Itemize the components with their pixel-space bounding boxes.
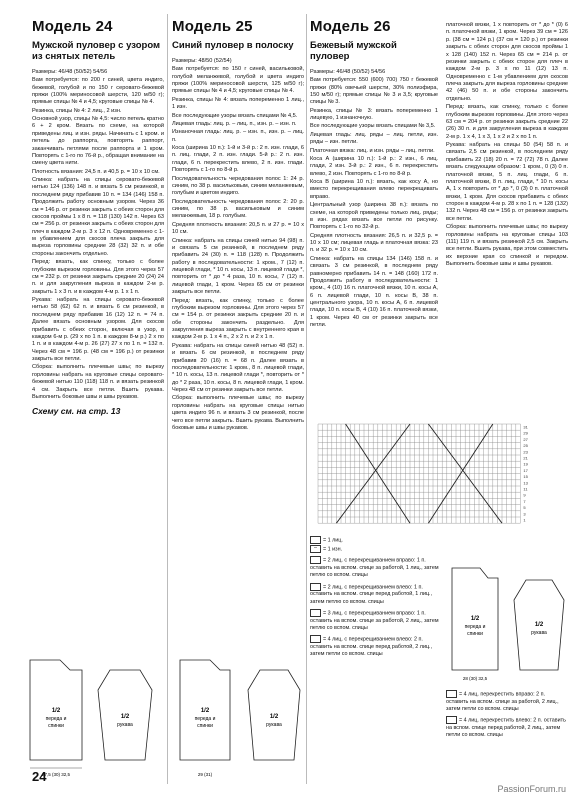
model-26-column: [310, 18, 438, 331]
purl-stitch-icon: –: [310, 545, 321, 553]
chart-row-number: 21: [523, 455, 528, 461]
knitting-chart-grid: [310, 420, 540, 530]
schematic-label: рукава: [117, 722, 133, 728]
page-number: 24: [32, 769, 47, 784]
paragraph: Рукава: набрать на спицы 50 (54) 58 п. и связать 2,5 см резинкой, в последнем ряду прибавить 22 (18) 20 п. = 72 (72) 78 п. Далее вязать следующим образом: 1 кром., 0 (3) 0 п. платочной вязки, 5 п. лиц. глади, 6 п. платочной вязки, 8 п. лиц. глади, * 10 п. косы А, 1 х повторить от * до *, 0 (3) 0 п. платочной вязки, 1 кром. Для скосов прибавить с обеих сторон в каждом 4-м р. 28 х по 1 п. = 128 (132) 132 п. Через 48 см = 156 р. от резинки закрыть все петли.: [446, 142, 568, 222]
chart-row-number: 3: [523, 511, 526, 517]
paragraph: Вам потребуется: по 150 г синей, васильковой, голубой меланжевой, голубой и цвета индиго пряжи (100% мериносовой шерсти, 125 м/50 г); прямые спицы № 4 и 4,5; круговые спицы № 4.: [172, 66, 304, 95]
cross-left-icon: [446, 716, 457, 724]
paragraph: Коса В (ширина 10 п.): вязать, как косу А, но вместо перекрещивания влево перекрещивать вправо.: [310, 179, 438, 200]
paragraph: Коса А (ширина 10 п.): 1-й р.: 2 изн., 6 лиц. глади, 2 изн. 3-й р.: 2 изн., 6 п. перекрестить влево, 2 изн. Повторять с 1-го по 8-й р.: [310, 155, 438, 177]
legend-item: = 4 лиц. с перекрещиванием влево: 2 п. оставить на вспом. спице перед работой, 2 лиц., затем петли со вспом. спицы: [310, 636, 433, 658]
paragraph: Перед: вязать, как спинку, только с более глубоким вырезом горловины. Для этого через 63 см = 204 р. от резинки закрыть средние 22 (26) 30 п. и для закругления выреза в каждом 2-м р. 1 х 4, 1 х 3, 1 х 2 и 2 х по 1 п.: [446, 104, 568, 140]
paragraph: Рукава: набрать на спицы серовато-бежевой нитью 58 (62) 62 п. и вязать 6 см резинкой, в последнем ряду прибавив 16 (12) 12 п. = 74 п. Далее вязать основным узором. Для скосов прибавить с обеих сторон, включая в узор, в каждом 6-м р. (29 х по 1 п. в каждом 8-м р.) 2 х по 1 п. и в каждом 4-м р. 26 (27) 27 х по 1 п. = 132 п. Через 48 см = 196 р. (48 см = 196 р.) от резинки закрыть все петли.: [32, 297, 164, 363]
paragraph: Рукава: набрать на спицы синей нитью 48 (52) п. и вязать 6 см резинкой, в последнем ряду прибавив 20 (16) п. = 68 п. Далее вязать в последовательности: 1 кром., 8 п. лицевой глади, * 10 п. косы, 13 п. лицевой глади *, повторить от * до * 2 раза, 10 п. косы, 8 п. лицевой глади, 1 кром. Через 48 см от резинки закрыть все петли.: [172, 342, 304, 394]
schematic-label: 1/2: [120, 714, 130, 720]
schematic-label: переда и: [464, 624, 486, 630]
schematic-label: спинки: [467, 631, 483, 637]
schematic-label: 1/2: [51, 708, 61, 714]
chart-row-number: 27: [523, 436, 528, 442]
paragraph: Перед: вязать, как спинку, только с более глубоким вырезом горловины. Для этого через 57 см = 154 р. от резинки закрыть средние 20 п. и обе стороны закончить раздельно. Для закругления выреза закрыть с внутреннего края в каждом 2-м р. 1 х 4 п., 2 х 2 п. и 2 х 1 п.: [172, 297, 304, 341]
model-24-instructions: [32, 69, 164, 402]
paragraph: Средняя плотность вязания: 20,5 п. и 27 р. = 10 х 10 см.: [172, 221, 304, 236]
chart-row-number: 5: [523, 505, 526, 511]
model-25-column: [172, 18, 304, 433]
paragraph: Спинка: набрать на спицы синей нитью 94 (98) п. и связать 5 см резинкой, в последнем ряду прибавить 24 (30) п. = 118 (128) п. Продолжить работу в последовательности: 1 кром., 7 (12) п. лицевой глади, * 10 п. косы, 13 п. лицевой глади *, повторить от * до * 4 раза, 10 п. косы, 7 (12) п. лицевой глади, 1 кром. Через 65 см от резинки закрыть все петли.: [172, 237, 304, 296]
paragraph: Плотность вязания: 24,5 п. и 40,5 р. = 10 х 10 см.: [32, 168, 160, 175]
chart-row-number: 9: [523, 492, 526, 498]
paragraph: Размеры: 46/48 (50/52) 54/56: [310, 68, 386, 75]
schematic-measure: 27,5 (30) 32,5: [41, 772, 71, 777]
paragraph: Центральный узор (ширина 38 п.): вязать по схеме, на которой приведены только лиц. ряды; в изн. рядах вязать все петли по рисунку. Повторять с 1-го по 32-й р.: [310, 202, 438, 231]
model-24-column: [32, 18, 164, 416]
schematic-label: спинки: [197, 723, 213, 729]
schematic-label: спинки: [48, 723, 64, 729]
chart-row-number: 31: [523, 424, 528, 430]
cross-right-icon: [310, 556, 321, 564]
chart-row-number: 1: [523, 517, 526, 523]
paragraph: Лицевая гладь: лиц. р. – лиц. п., изн. р. – изн. п.: [172, 120, 297, 127]
model-25-instructions: [172, 58, 304, 432]
model-24-title: Модель 24: [32, 18, 113, 35]
knitting-chart: [310, 420, 540, 530]
cross-left-icon: [310, 583, 321, 591]
schema-reference: Схему см. на стр. 13: [32, 406, 121, 417]
chart-row-number: 11: [523, 486, 528, 492]
legend-item: = 1 лиц.: [310, 536, 440, 545]
paragraph: Изнаночная гладь: лиц. р. – изн. п., изн. р. – лиц. п.: [172, 129, 304, 143]
model-26-instructions: [310, 69, 438, 330]
chart-row-number: 19: [523, 461, 528, 467]
legend-item: = 4 лиц. перекрестить влево: 2 п. оставить на вспом. спице перед работой, 2 лиц., затем петли со вспом. спицы: [446, 717, 566, 739]
model-26-subtitle: Бежевый мужской пуловер: [310, 40, 397, 62]
paragraph: Все последующие узоры вязать спицами № 4,5.: [172, 112, 298, 119]
paragraph: Средняя плотность вязания: 26,5 п. и 32,5 р. = 10 х 10 см; лицевая гладь и платочная вязка: 23 п. и 32 р. = 10 х 10 см.: [310, 232, 438, 254]
paragraph: Вам потребуется: по 200 г синей, цвета индиго, бежевой, голубой и по 150 г серовато-бежевой пряжи (100% мериносовой шерсти, 120 м/50 г); прямые спицы № 4 и 4,5; круговые спицы № 4.: [32, 77, 164, 106]
legend-item: – = 1 изн.: [310, 545, 440, 554]
chart-legend-2: [446, 690, 566, 740]
schematic-label: рукава: [266, 722, 282, 728]
model-24-schematic: [20, 650, 165, 780]
paragraph: Основной узор, спицы № 4,5: число петель кратно 6 + 2 кром. Вязать по схеме, на которой приведены лиц. и изн. ряды. Начинать с 1 кром. и петель до раппорта, повторять раппорт, заканчивать петлями после раппорта и 1 кром. Повторять с 1-го по 76-й р., обращая внимание на смену цвета нити.: [32, 116, 164, 167]
paragraph: Сборка: выполнить плечевые швы; по вырезу горловины набрать на круговые спицы нитью цвета индиго 96 п. и вязать 3 см резинкой, после чего все петли закрыть. Вшить рукава. Выполнить боковые швы и швы рукавов.: [172, 395, 304, 431]
paragraph: Перед: вязать, как спинку, только с более глубоким вырезом горловины. Для этого через 57 см = 232 р. от резинки закрыть средние 20 (24) 24 п. и для закругления выреза в каждом 2-м р. закрыть 1 х 3 п. и в каждом 4-м р. 1 х 1 п.: [32, 259, 164, 295]
paragraph: Размеры: 48/50 (52/54): [172, 57, 232, 64]
schematic-label: 1/2: [470, 616, 480, 622]
chart-row-number: 7: [523, 498, 526, 504]
paragraph: Сборка: выполнить плечевые швы; по вырезу горловины набрать на круговые спицы 103 (111) 119 п. и вязать резинкой 2,5 см. Закрыть все петли. Вшить рукава, при этом совместить их верхние края со спинкой и передом. Выполнить боковые швы и швы рукавов.: [446, 224, 568, 267]
schematic-label: переда и: [45, 716, 67, 722]
garment-schematic-svg: [20, 650, 165, 780]
model-26-continuation-column: [446, 22, 568, 269]
paragraph: Размеры: 46/48 (50/52) 54/56: [32, 68, 108, 75]
paragraph: Вам потребуется: 550 (600) 700) 750 г бежевой пряжи (80% овечьей шерсти, 30% полиэфира, 150 м/50 г); прямые спицы № 3 и 3,5; круговые спицы № 3.: [310, 77, 438, 106]
paragraph: Лицевая гладь: лиц. ряды – лиц. петли, изн. ряды – изн. петли.: [310, 131, 438, 146]
paragraph: Спинка: набрать на спицы 134 (146) 158 п. и связать 3 см резинкой, в последнем ряду равномерно прибавить 14 п. = 148 (160) 172 п. Продолжить работу в последовательности: 1 кром., 4 (10) 16 п. платочной вязки, 10 п. косы А, 6 п. лицевой глади, 10 п. косы В, 38 п. центрального узора, 10 п. косы А, 6 п. лицевой глади, 10 п. косы В, 4 (10) 16 п. платочной вязки, 1 кром. Через 40 см от резинки закрыть все петли.: [310, 255, 438, 329]
chart-row-number: 13: [523, 480, 528, 486]
garment-schematic-svg: [446, 560, 570, 685]
chart-row-number: 17: [523, 467, 528, 473]
garment-schematic-svg: [172, 650, 312, 780]
paragraph: Последовательность чередования полос 1: 24 р. синим, по 38 р. васильковым, синим меланжевым, голубым и цветом индиго.: [172, 175, 304, 197]
paragraph: Последовательность чередования полос 2: 20 р. синим, по 38 р. васильковым и синим меланжевым, 18 р. голубым.: [172, 198, 304, 220]
schematic-label: рукава: [531, 630, 547, 636]
paragraph: Коса (ширина 10 п.): 1-й и 3-й р.: 2 п. изн. глади, 6 п. лиц. глади, 2 п. изн. глади. 5-й р.: 2 п. изн. глади, 6 п. перекрестить влево, 2 п. изн. глади. Повторять с 1-го по 8-й р.: [172, 145, 304, 174]
model-24-subtitle: Мужской пуловер с узором из снятых петель: [32, 40, 161, 62]
schematic-label: 1/2: [269, 714, 279, 720]
column-divider: [167, 14, 168, 784]
paragraph: Платочная вязка: лиц. и изн. ряды – лиц. петли.: [310, 147, 435, 154]
paragraph: Все последующие узоры вязать спицами № 3,5.: [310, 123, 436, 130]
legend-item: = 2 лиц. с перекрещиванием влево: 1 п. оставить на вспом. спице перед работой, 1 лиц., затем петлю со вспом. спицы: [310, 584, 433, 605]
paragraph: Резинка, спицы № 4: вязать попеременно 1 лиц., 1 изн.: [172, 96, 304, 111]
schematic-label: 1/2: [534, 622, 544, 628]
chart-row-number: 29: [523, 430, 528, 436]
chart-row-number: 15: [523, 474, 528, 480]
paragraph: Сборка: выполнить плечевые швы; по вырезу горловины набрать на круговые спицы серовато-бежевой нитью 110 (118) 118 п. и вязать резинкой 4 см. Закрыть все петли. Вшить рукава. Выполнить боковые швы и швы рукавов.: [32, 364, 164, 400]
schematic-label: переда и: [194, 716, 216, 722]
knit-stitch-icon: [310, 536, 321, 544]
paragraph: платочной вязки, 1 х повторить от * до * (0) 6 п. платочной вязки, 1 кром. Через 39 см = 126 р. (38 см = 124 р.) (37 см = 120 р.) от резинки закрыть с обеих сторон для скосов проймы 1 х 128 (140) 152 п. Через 65 см = 214 р. от резинки закрыть с обеих сторон для плеч в каждом 2-м р. 3 х по 11 (12) 13 п. Одновременно с 1-м убавлением для скосов плеча закрыть для выреза горловины средние 42 (46) 50 п. и обе стороны закончить отдельно.: [446, 22, 568, 102]
model-26-schematic: [446, 560, 570, 685]
legend-item: = 2 лиц. с перекрещиванием вправо: 1 п. оставить на вспом. спице за работой, 1 лиц., затем петлю со вспом. спицы: [310, 557, 439, 579]
legend-item: = 4 лиц. перекрестить вправо: 2 п. оставить на вспом. спице за работой, 2 лиц., затем петли со вспом. спицы: [446, 691, 559, 713]
model-26-continuation: [446, 22, 568, 268]
paragraph: Спинка: набрать на спицы серовато-бежевой нитью 124 (136) 148 п. и вязать 5 см резинкой, в последнем ряду прибавив 10 п. = 134 (146) 158 п. Продолжить работу основным узором. Через 36 см = 146 р. от резинки закрыть с обеих сторон для скосов проймы 1 х 8 п. = 118 (130) 142 п. Через 63 см = 256 р. от резинки закрыть с обеих сторон для плеч в каждом 2-м р. 3 х 12 п. Одновременно с 1-м убавлением для скосов плеча закрыть для выреза горловины средние 28 (32) 32 п. и обе стороны закончить отдельно.: [32, 177, 164, 257]
paragraph: Резинка, спицы № 4: 2 лиц., 2 изн.: [32, 107, 122, 114]
model-26-title: Модель 26: [310, 18, 391, 35]
cross-right-icon: [310, 609, 321, 617]
schematic-label: 1/2: [200, 708, 210, 714]
paragraph: Резинка, спицы № 3: вязать попеременно 1 лицевую, 1 изнаночную.: [310, 107, 438, 122]
chart-row-number: 25: [523, 443, 528, 449]
cross-right-icon: [446, 690, 457, 698]
schematic-measure: 28 (30) 32,5: [462, 676, 488, 681]
legend-item: = 3 лиц. с перекрещиванием вправо: 1 п. оставить на вспом. спице за работой, 2 лиц., затем петлю со вспом. спицы: [310, 610, 439, 632]
model-25-subtitle: Синий пуловер в полоску: [172, 40, 294, 51]
schematic-measure: 29 (31): [197, 772, 213, 777]
watermark-site: PassionForum.ru: [497, 784, 566, 794]
model-25-title: Модель 25: [172, 18, 253, 35]
cross-left-icon: [310, 635, 321, 643]
model-25-schematic: [172, 650, 312, 780]
chart-legend: [310, 536, 440, 659]
chart-row-number: 23: [523, 449, 528, 455]
